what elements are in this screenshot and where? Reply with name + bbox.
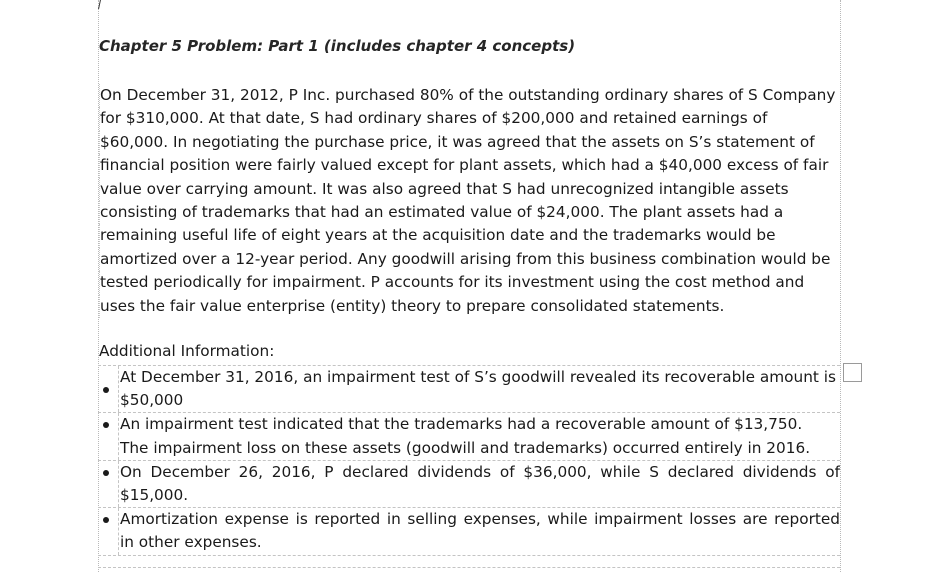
paragraph-line: consisting of trademarks that had an estimated value of $24,000. The plant assets had a xyxy=(99,201,839,224)
right-margin-guide xyxy=(840,0,841,572)
bullet-cell xyxy=(98,461,119,507)
list-item-line: At December 31, 2016, an impairment test of S’s goodwill revealed its recoverable amount is xyxy=(120,368,837,386)
list-item[interactable] xyxy=(98,461,840,508)
paragraph-line: remaining useful life of eight years at the acquisition date and the trademarks would be xyxy=(99,224,839,247)
paragraph-line: $60,000. In negotiating the purchase price, it was agreed that the assets on S’s statement of xyxy=(99,131,839,154)
list-item[interactable] xyxy=(98,413,840,460)
list-item-line: $15,000. xyxy=(120,485,189,504)
list-item[interactable] xyxy=(98,366,840,413)
list-item-line: $50,000 xyxy=(120,391,184,410)
bullet-cell xyxy=(98,413,119,459)
paragraph-line: for $310,000. At that date, S had ordinary shares of $200,000 and retained earnings of xyxy=(99,107,839,130)
list-item-line: The impairment loss on these assets (goodwill and trademarks) occurred entirely in 2016. xyxy=(120,438,811,457)
problem-paragraph[interactable] xyxy=(99,84,839,318)
text-cursor xyxy=(98,0,101,9)
bullet-icon xyxy=(103,422,109,428)
list-item-line: in other expenses. xyxy=(120,533,262,552)
list-item-line: Amortization expense is reported in selling expenses, while impairment losses are reported xyxy=(120,510,840,529)
list-item-line: On December 26, 2016, P declared dividends of $36,000, while S declared dividends of xyxy=(120,462,840,481)
table-end-marker[interactable] xyxy=(843,363,862,382)
additional-info-label: Additional Information: xyxy=(99,342,275,360)
additional-info-table[interactable] xyxy=(98,365,840,556)
bullet-icon xyxy=(103,387,109,393)
bullet-cell xyxy=(98,366,119,412)
paragraph-line: financial position were fairly valued except for plant assets, which had a $40,000 excess of fair xyxy=(99,154,839,177)
bullet-icon xyxy=(103,470,109,476)
problem-heading: Chapter 5 Problem: Part 1 (includes chapter 4 concepts) xyxy=(99,37,576,55)
bullet-cell xyxy=(98,508,119,554)
paragraph-line: tested periodically for impairment. P accounts for its investment using the cost method and xyxy=(99,271,839,294)
list-item[interactable] xyxy=(98,508,840,555)
paragraph-line: uses the fair value enterprise (entity) theory to prepare consolidated statements. xyxy=(99,295,839,318)
table-bottom-rule xyxy=(98,567,840,568)
paragraph-line: value over carrying amount. It was also agreed that S had unrecognized intangible assets xyxy=(99,178,839,201)
list-item-line: An impairment test indicated that the trademarks had a recoverable amount of $13,750. xyxy=(120,415,803,434)
bullet-icon xyxy=(103,517,109,523)
paragraph-line: On December 31, 2012, P Inc. purchased 80% of the outstanding ordinary shares of S Company xyxy=(99,84,839,107)
paragraph-line: amortized over a 12-year period. Any goodwill arising from this business combination would be xyxy=(99,248,839,271)
